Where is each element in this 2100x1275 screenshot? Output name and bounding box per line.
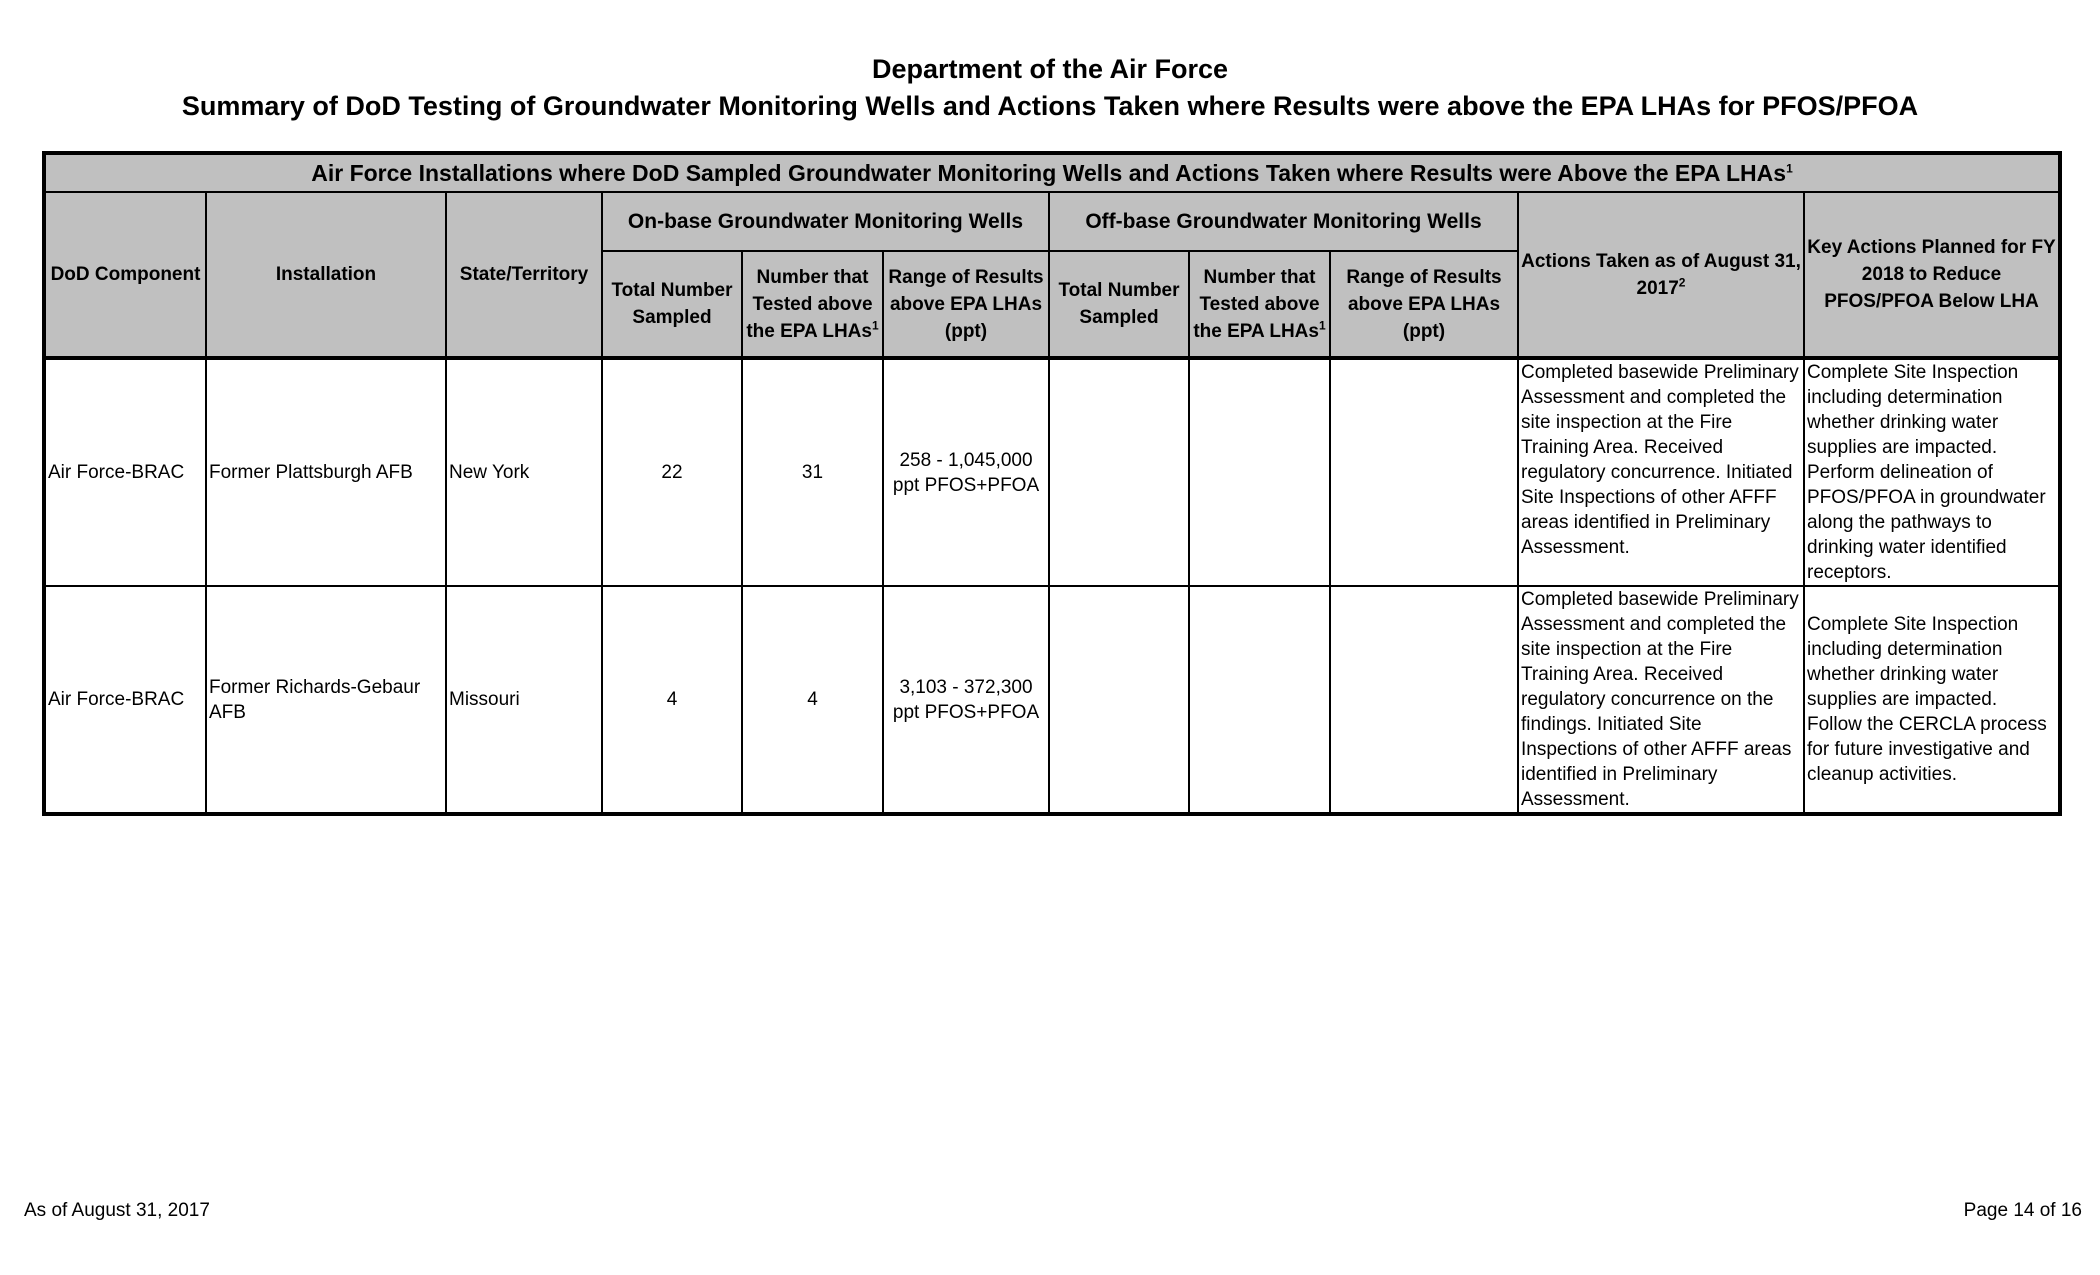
header-onbase-range: Range of Results above EPA LHAs (ppt) <box>883 251 1049 358</box>
cell-component: Air Force-BRAC <box>44 358 206 586</box>
cell-offbase-total <box>1049 586 1189 814</box>
header-onbase-above: Number that Tested above the EPA LHAs$^1$ <box>742 251 883 358</box>
cell-actions-taken: Completed basewide Preliminary Assessment and completed the site inspection at the Fire Training Area. Received regulatory concurrence. Initiated Site Inspections of other AFFF areas identified in Preliminary Assessment. <box>1518 358 1804 586</box>
document-subtitle: Summary of DoD Testing of Groundwater Monitoring Wells and Actions Taken where Results were above the EPA LHAs for PFOS/PFOA <box>181 91 1919 121</box>
cell-onbase-range: 258 - 1,045,000 ppt PFOS+PFOA <box>883 358 1049 586</box>
cell-state: Missouri <box>446 586 602 814</box>
cell-offbase-range <box>1330 358 1518 586</box>
cell-key-actions: Complete Site Inspection including determination whether drinking water supplies are impacted. Follow the CERCLA process for future investigative and cleanup activities. <box>1804 586 2060 814</box>
cell-offbase-above <box>1189 358 1330 586</box>
cell-onbase-total: 4 <box>602 586 742 814</box>
table-row <box>44 358 2060 586</box>
header-actions-taken: Actions Taken as of August 31, 2017$^2$ <box>1518 192 1804 358</box>
table-row <box>44 586 2060 814</box>
header-onbase-total: Total Number Sampled <box>602 251 742 358</box>
cell-offbase-total <box>1049 358 1189 586</box>
header-offbase-range: Range of Results above EPA LHAs (ppt) <box>1330 251 1518 358</box>
footer-date: As of August 31, 2017 <box>24 1200 210 1221</box>
header-offbase-group: Off-base Groundwater Monitoring Wells <box>1049 192 1518 251</box>
cell-offbase-range <box>1330 586 1518 814</box>
header-dod-component: DoD Component <box>44 192 206 358</box>
cell-onbase-total: 22 <box>602 358 742 586</box>
cell-actions-taken: Completed basewide Preliminary Assessment and completed the site inspection at the Fire Training Area. Received regulatory concurrence on the findings. Initiated Site Inspections of other AFFF areas identified in Preliminary Assessment. <box>1518 586 1804 814</box>
header-onbase-group: On-base Groundwater Monitoring Wells <box>602 192 1049 251</box>
cell-onbase-above: 4 <box>742 586 883 814</box>
cell-state: New York <box>446 358 602 586</box>
header-offbase-above: Number that Tested above the EPA LHAs$^1$ <box>1189 251 1330 358</box>
cell-installation: Former Plattsburgh AFB <box>206 358 446 586</box>
cell-onbase-above: 31 <box>742 358 883 586</box>
installations-table <box>42 151 2062 816</box>
header-offbase-total: Total Number Sampled <box>1049 251 1189 358</box>
cell-offbase-above <box>1189 586 1330 814</box>
cell-component: Air Force-BRAC <box>44 586 206 814</box>
header-installation: Installation <box>206 192 446 358</box>
header-key-actions: Key Actions Planned for FY 2018 to Reduce PFOS/PFOA Below LHA <box>1804 192 2060 358</box>
cell-onbase-range: 3,103 - 372,300 ppt PFOS+PFOA <box>883 586 1049 814</box>
cell-installation: Former Richards-Gebaur AFB <box>206 586 446 814</box>
table-banner: Air Force Installations where DoD Sampled Groundwater Monitoring Wells and Actions Taken where Results were Above the EPA LHAs$^1$ <box>44 153 2060 192</box>
cell-key-actions: Complete Site Inspection including determination whether drinking water supplies are impacted. Perform delineation of PFOS/PFOA in groundwater along the pathways to drinking water identified receptors. <box>1804 358 2060 586</box>
page-number: Page 14 of 16 <box>1963 1200 2082 1221</box>
header-state: State/Territory <box>446 192 602 358</box>
document-title: Department of the Air Force <box>871 54 1229 84</box>
